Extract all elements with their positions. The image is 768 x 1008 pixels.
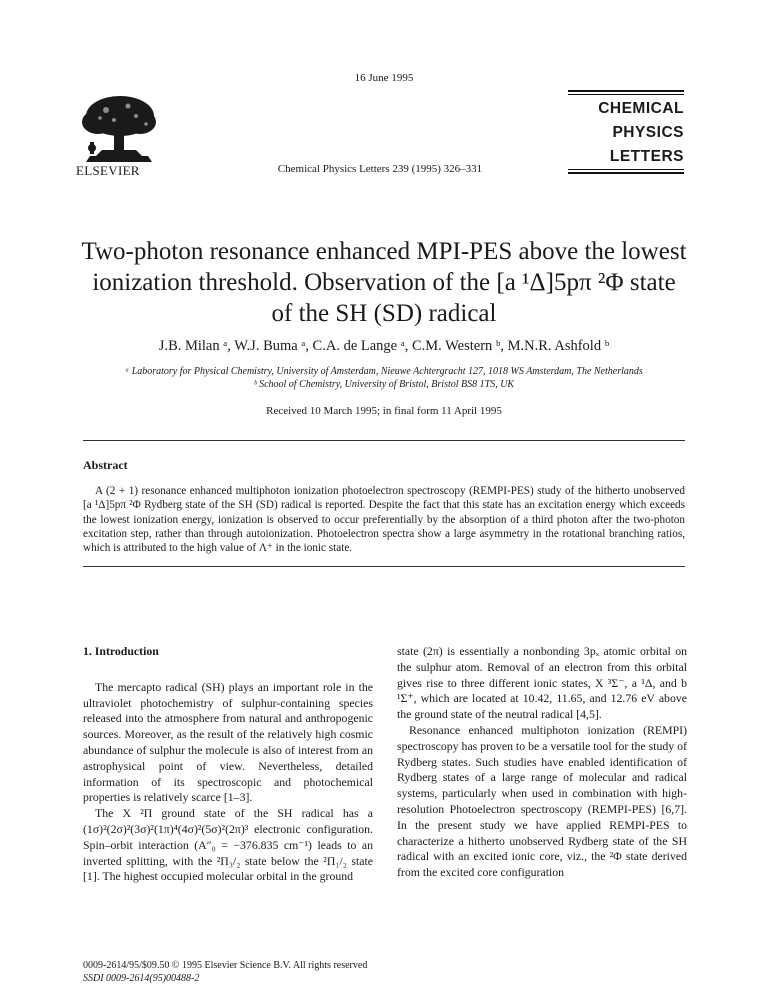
abstract-text: A (2 + 1) resonance enhanced multiphoton ionization photoelectron spectroscopy (REMPI-PES) study of the hitherto unobserved [a ¹Δ]5pπ ²Φ Rydberg state of the SH (SD) radical is reported. Despite the fact that this state has an excitation energy which exceeds the lowest ionization energy, ionization is observed to occur preferentially by the absorption of a third photon after the two-photon excitation step, rather than through autoionization. Photoelectron spectra show a large asymmetry in the rotational branching ratios, which is attributed to the high value of Λ⁺ in the ionic state.	[83, 485, 685, 555]
ssdi-line: SSDI 0009-2614(95)00488-2	[83, 972, 200, 984]
body-column-right	[397, 644, 687, 881]
article-title	[60, 236, 708, 329]
journal-name-line-3: LETTERS	[609, 148, 684, 165]
body-paragraph: state (2π) is essentially a nonbonding 3pₓ atomic orbital on the sulphur atom. Removal of an electron from this orbital gives rise to three different ionic states, X ³Σ⁻, a ¹Δ, and b ¹Σ⁺, which are located at 10.42, 11.65, and 12.76 eV above the ground state of the neutral radical [4,5].	[397, 644, 687, 722]
affiliations	[40, 365, 728, 391]
abstract-top-divider	[83, 440, 685, 441]
affiliation-b: ᵇ School of Chemistry, University of Bristol, Bristol BS8 1TS, UK	[253, 379, 515, 390]
body-paragraph: The X ²Π ground state of the SH radical has a (1σ)²(2σ)²(3σ)²(1π)⁴(4σ)²(5σ)²(2π)³ electronic configuration. Spin–orbit interaction (A″₀ = −376.835 cm⁻¹) leads to an inverted splitting, with the ²Π₃/₂ state below the ²Π₁/₂ state [1]. The highest occupied molecular orbital in the ground	[83, 806, 373, 884]
journal-name-line-1: CHEMICAL	[598, 100, 684, 117]
abstract-heading: Abstract	[83, 458, 128, 472]
received-dates: Received 10 March 1995; in final form 11 April 1995	[266, 405, 502, 417]
title-line-3: of the SH (SD) radical	[271, 300, 497, 327]
copyright-line: 0009-2614/95/$09.50 © 1995 Elsevier Science B.V. All rights reserved	[83, 960, 368, 971]
publication-date: 16 June 1995	[354, 72, 414, 84]
section-heading: 1. Introduction	[83, 644, 159, 658]
journal-citation: Chemical Physics Letters 239 (1995) 326–331	[277, 163, 483, 175]
abstract-bottom-divider	[83, 566, 685, 567]
body-paragraph: The mercapto radical (SH) plays an important role in the ultraviolet photochemistry of sulphur-containing species released into the atmosphere from natural and anthropogenic sources. Moreover, as the result of the relatively high cosmic abundance of sulphur the molecule is also of interest from an astrophysical point of view. Nevertheless, detailed information of its spectroscopic and photochemical properties is relatively scarce [1–3].	[83, 679, 373, 805]
journal-name-line-2: PHYSICS	[612, 124, 684, 141]
author-list: J.B. Milan ᵃ, W.J. Buma ᵃ, C.A. de Lange ᵃ, C.M. Western ᵇ, M.N.R. Ashfold ᵇ	[158, 338, 610, 354]
title-line-1: Two-photon resonance enhanced MPI-PES above the lowest	[81, 238, 687, 265]
affiliation-a: ᵃ Laboratory for Physical Chemistry, University of Amsterdam, Nieuwe Achtergracht 127, 1018 WS Amsterdam, The Netherlands	[125, 366, 643, 377]
body-paragraph: Resonance enhanced multiphoton ionization (REMPI) spectroscopy has proven to be a versatile tool for the study of Rydberg states. Such studies have enabled identification of Rydberg states of a large range of molecular and radical systems, particularly when used in combination with high-resolution Photoelectron spectroscopy (REMPI-PES) [6,7]. In the present study we have applied REMPI-PES to characterize a hitherto unobserved Rydberg state of the SH radical with an excited ionic core, viz., the ²Φ state derived from the excited core configuration	[397, 722, 687, 880]
body-column-left	[83, 644, 373, 885]
title-line-2: ionization threshold. Observation of the [a ¹Δ]5pπ ²Φ state	[92, 269, 676, 296]
journal-masthead	[568, 90, 684, 176]
publisher-name: ELSEVIER	[76, 163, 140, 178]
page-footer	[83, 960, 367, 985]
elsevier-tree-logo	[76, 92, 162, 174]
